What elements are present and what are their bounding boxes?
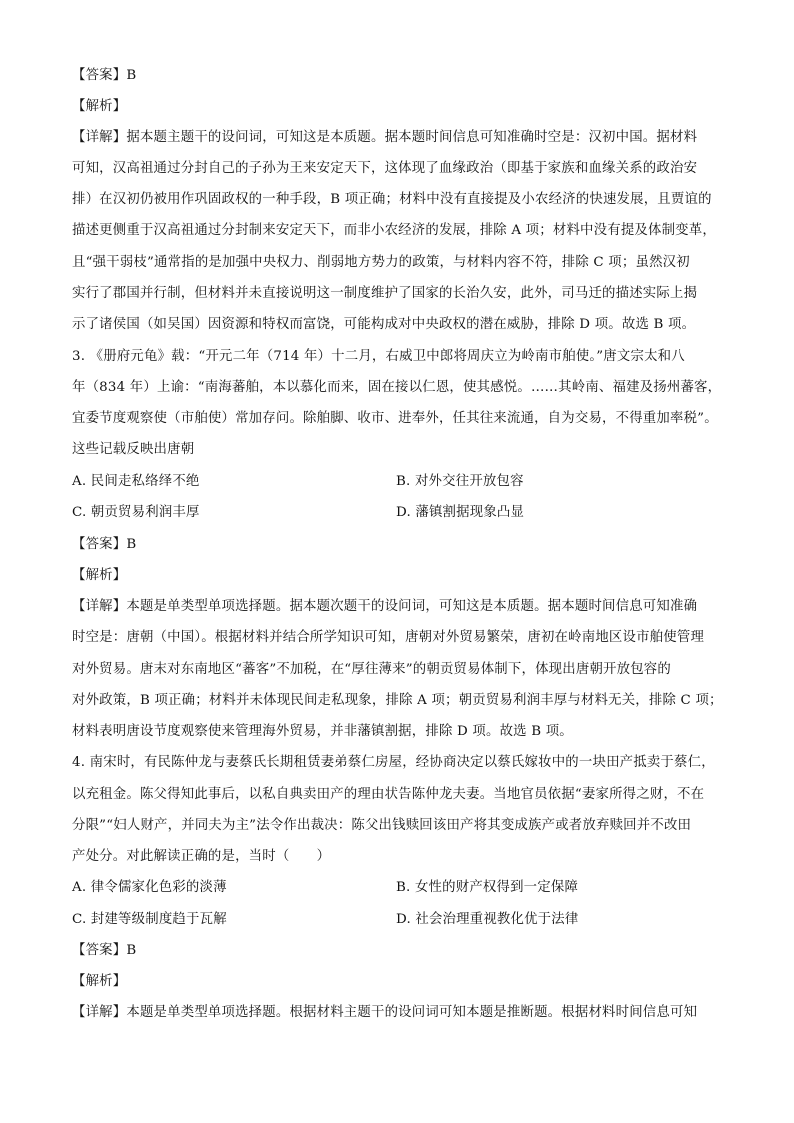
- q4-analysis-heading: 【解析】: [72, 974, 127, 989]
- q2-detail-line: 【详解】据本题主题干的设问词，可知这是本质题。据本题时间信息可知准确时空是：汉初中国。据材料: [72, 130, 698, 145]
- q4-detail-line: 【详解】本题是单类型单项选择题。根据材料主题干的设问词可知本题是推断题。根据材料时间信息可知: [72, 1005, 698, 1020]
- q4-option-d: D. 社会治理重视教化优于法律: [396, 912, 579, 927]
- q2-answer: 【答案】B: [72, 68, 137, 83]
- q4-answer: 【答案】B: [72, 943, 137, 958]
- q3-detail-line: 对外贸易。唐末对东南地区“蕃客”不加税，在“厚往薄来”的朝贡贸易体制下，体现出唐朝开放包容的: [72, 662, 671, 677]
- q3-stem-line: 3. 《册府元龟》载：“开元二年（714 年）十二月，右威卫中郎将周庆立为岭南市舶使。”唐文宗太和八: [72, 349, 685, 364]
- q3-option-b: B. 对外交往开放包容: [396, 474, 524, 489]
- q4-stem-line: 以充租金。陈父得知此事后，以私自典卖田产的理由状告陈仲龙夫妻。当地官员依据“妻家所得之财，不在: [72, 787, 705, 802]
- q4-option-b: B. 女性的财产权得到一定保障: [396, 880, 579, 895]
- q3-detail-line: 【详解】本题是单类型单项选择题。据本题次题干的设问词，可知这是本质题。据本题时间信息可知准确: [72, 599, 698, 614]
- q3-answer: 【答案】B: [72, 537, 137, 552]
- q2-detail-line: 且“强干弱枝”通常指的是加强中央权力、削弱地方势力的政策，与材料内容不符，排除 C 项；虽然汉初: [72, 255, 690, 270]
- q2-detail-line: 实行了郡国并行制，但材料并未直接说明这一制度维护了国家的长治久安，此外，司马迁的描述实际上揭: [72, 286, 698, 301]
- q2-detail-line: 示了诸侯国（如吴国）因资源和特权而富饶，可能构成对中央政权的潜在威胁，排除 D 项。故选 B 项。: [72, 317, 696, 332]
- q2-detail-line: 排）在汉初仍被用作巩固政权的一种手段，B 项正确；材料中没有直接提及小农经济的快速发展，且贾谊的: [72, 192, 712, 207]
- q2-detail-line: 可知，汉高祖通过分封自己的子孙为王来安定天下，这体现了血缘政治（即基于家族和血缘关系的政治安: [72, 161, 698, 176]
- q4-stem-line: 分限”“妇人财产，并同夫为主”法令作出裁决：陈父出钱赎回该田产将其变成族产或者放弃赎回并不改田: [72, 818, 692, 833]
- q2-analysis-heading: 【解析】: [72, 99, 127, 114]
- q3-stem-line: 宜委节度观察使（市舶使）常加存问。除舶脚、收市、进奉外，任其往来流通，自为交易，不得重加率税”。: [72, 411, 718, 426]
- q3-option-d: D. 藩镇割据现象凸显: [396, 505, 525, 520]
- q3-stem-line: 年（834 年）上谕：“南海蕃舶，本以慕化而来，固在接以仁恩，使其感悦。……其岭南、福建及扬州蕃客，: [72, 380, 722, 395]
- q3-analysis-heading: 【解析】: [72, 568, 127, 583]
- q4-option-a: A. 律令儒家化色彩的淡薄: [72, 880, 227, 895]
- q3-option-a: A. 民间走私络绎不绝: [72, 474, 200, 489]
- q4-stem-line: 4. 南宋时，有民陈仲龙与妻蔡氏长期租赁妻弟蔡仁房屋，经协商决定以蔡氏嫁妆中的一块田产抵卖于蔡仁，: [72, 755, 715, 770]
- q2-detail-line: 描述更侧重于汉高祖通过分封制来安定天下，而非小农经济的发展，排除 A 项；材料中没有提及体制变革，: [72, 223, 716, 238]
- q3-detail-line: 时空是：唐朝（中国）。根据材料并结合所学知识可知，唐朝对外贸易繁荣，唐初在岭南地区设市舶使管理: [72, 630, 705, 645]
- q4-option-c: C. 封建等级制度趋于瓦解: [72, 912, 227, 927]
- q3-stem-line: 这些记载反映出唐朝: [72, 442, 195, 457]
- q3-detail-line: 材料表明唐设节度观察使来管理海外贸易，并非藩镇割据，排除 D 项。故选 B 项。: [72, 724, 573, 739]
- q3-option-c: C. 朝贡贸易利润丰厚: [72, 505, 200, 520]
- q4-stem-line: 产处分。对此解读正确的是，当时（ ）: [72, 849, 331, 864]
- q3-detail-line: 对外政策，B 项正确；材料并未体现民间走私现象，排除 A 项；朝贡贸易利润丰厚与材料无关，排除 C 项；: [72, 693, 723, 708]
